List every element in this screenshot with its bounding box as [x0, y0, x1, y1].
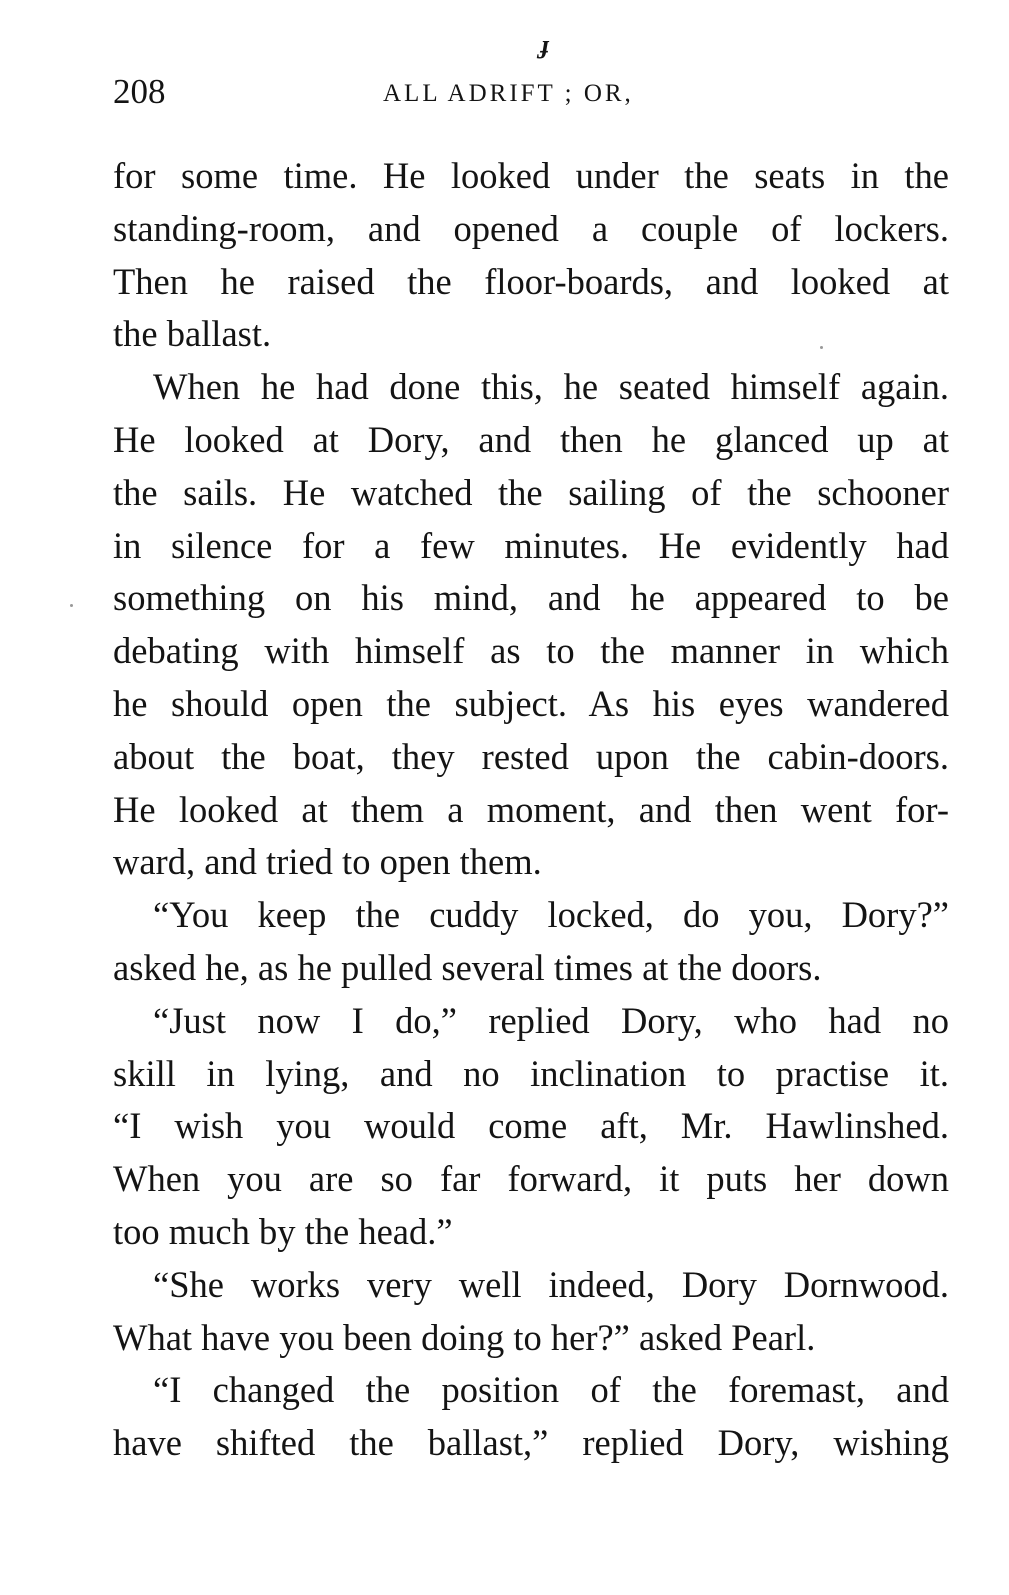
text-line: the sails. He watched the sailing of the schooner: [113, 471, 949, 513]
text-line: “She works very well indeed, Dory Dornwood.: [153, 1263, 949, 1305]
text-line: “I wish you would come aft, Mr. Hawlinshed.: [113, 1105, 949, 1147]
text-line: standing-room, and opened a couple of lockers.: [113, 207, 949, 249]
text-line: asked he, as he pulled several times at the doors.: [113, 946, 822, 988]
text-line: He looked at Dory, and then he glanced up at: [113, 418, 949, 460]
text-line: for some time. He looked under the seats in the: [113, 155, 949, 196]
text-line: Then he raised the floor-boards, and looked at: [113, 260, 949, 302]
text-line: ward, and tried to open them.: [113, 841, 542, 883]
text-line: What have you been doing to her?” asked Pearl.: [113, 1316, 816, 1358]
text-line: He looked at them a moment, and then went for-: [113, 788, 949, 830]
text-line: skill in lying, and no inclination to practise it.: [113, 1052, 949, 1094]
running-title: ALL ADRIFT ; OR,: [383, 80, 634, 107]
paper-speck: [70, 604, 73, 607]
text-line: “Just now I do,” replied Dory, who had no: [153, 999, 949, 1041]
page-number: 208: [113, 72, 166, 111]
paragraph: [113, 889, 949, 995]
text-line: in silence for a few minutes. He evidently had: [113, 524, 949, 566]
text-line: something on his mind, and he appeared to be: [113, 577, 949, 619]
text-line: When you are so far forward, it puts her down: [113, 1158, 949, 1200]
text-line: When he had done this, he seated himself again.: [153, 366, 949, 408]
printer-mark: ɟ: [541, 30, 549, 59]
text-line: he should open the subject. As his eyes wandered: [113, 682, 949, 724]
paragraph: [113, 150, 949, 361]
text-line: “You keep the cuddy locked, do you, Dory?”: [153, 894, 949, 936]
text-line: “I changed the position of the foremast, and: [153, 1369, 949, 1411]
paragraph: [113, 361, 949, 889]
text-line: debating with himself as to the manner in which: [113, 630, 949, 672]
paragraph: [113, 995, 949, 1259]
paragraph: [113, 1364, 949, 1470]
text-line: too much by the head.”: [113, 1210, 453, 1252]
paragraph: [113, 1259, 949, 1365]
text-line: the ballast.: [113, 313, 272, 355]
paper-speck: [820, 346, 823, 349]
body-text: [113, 150, 949, 1470]
text-line: about the boat, they rested upon the cabin-doors.: [113, 735, 949, 777]
page-header: [113, 70, 949, 114]
text-line: have shifted the ballast,” replied Dory, wishing: [113, 1422, 949, 1464]
